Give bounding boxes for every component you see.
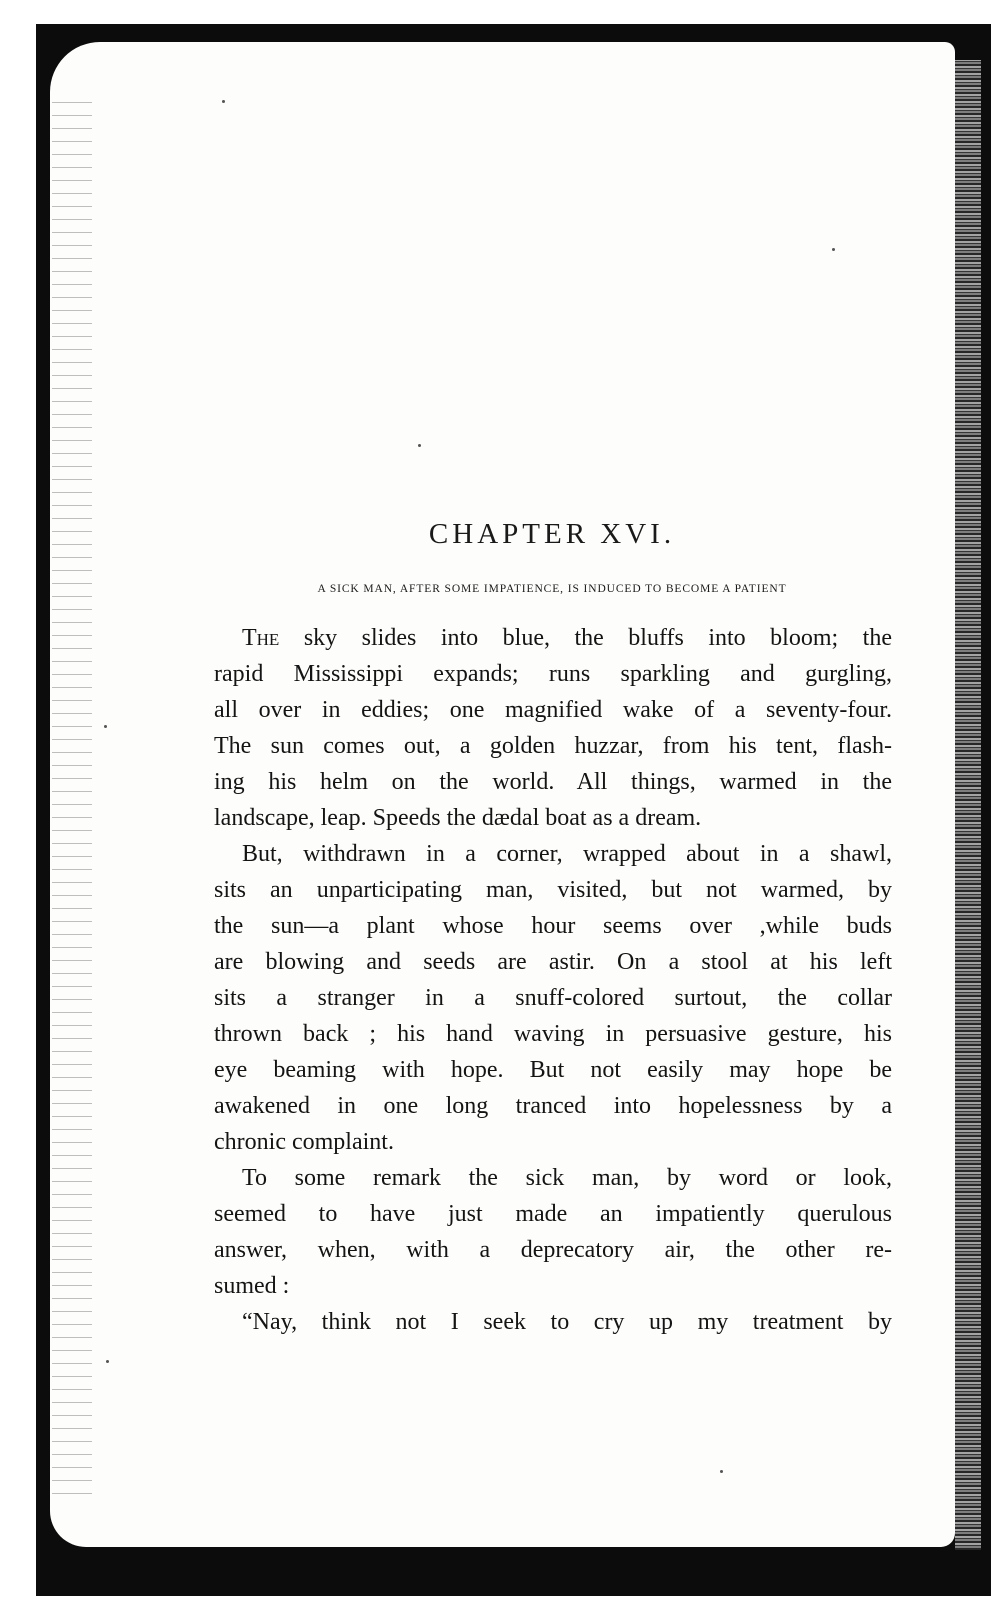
drop-word: The [242,625,280,651]
text-line: chronic complaint. [214,1129,394,1155]
text-line: The sky slides into blue, the bluffs into bloom; the [242,625,892,651]
text-line: awakened in one long tranced into hopelessness by a [214,1093,892,1119]
text-line: seemed to have just made an impatiently querulous [214,1201,892,1227]
text-line: landscape, leap. Speeds the dædal boat as a dream. [214,805,702,831]
text-line: thrown back ; his hand waving in persuasive gesture, his [214,1021,892,1047]
page-gutter-shadow [52,100,92,1500]
scan-speck [106,1360,109,1363]
text-line: rapid Mississippi expands; runs sparkling and gurgling, [214,661,892,687]
text-line: sits a stranger in a snuff-colored surtout, the collar [214,985,892,1011]
scan-speck [418,444,421,447]
scan-speck [104,725,107,728]
chapter-subtitle: A SICK MAN, AFTER SOME IMPATIENCE, IS INDUCED TO BECOME A PATIENT [317,583,787,595]
scan-speck [720,1470,723,1473]
body-text [214,620,892,1340]
text-line: eye beaming with hope. But not easily may hope be [214,1057,892,1083]
scan-speck [222,100,225,103]
text-line: sumed : [214,1273,290,1299]
text-line: But, withdrawn in a corner, wrapped about in a shawl, [242,841,892,867]
chapter-title: CHAPTER XVI. [428,518,676,550]
text-line: answer, when, with a deprecatory air, the other re- [214,1237,892,1263]
text-line: ing his helm on the world. All things, warmed in the [214,769,892,795]
text-line: are blowing and seeds are astir. On a stool at his left [214,949,892,975]
scan-speck [832,248,835,251]
text-line: The sun comes out, a golden huzzar, from his tent, flash- [214,733,892,759]
text-line: “Nay, think not I seek to cry up my treatment by [242,1309,892,1335]
text-line: sits an unparticipating man, visited, but not warmed, by [214,877,892,903]
text-line: all over in eddies; one magnified wake of a seventy-four. [214,697,892,723]
text-line: the sun—a plant whose hour seems over ,while buds [214,913,892,939]
page-edge-noise [955,60,981,1550]
text-line: To some remark the sick man, by word or look, [242,1165,892,1191]
